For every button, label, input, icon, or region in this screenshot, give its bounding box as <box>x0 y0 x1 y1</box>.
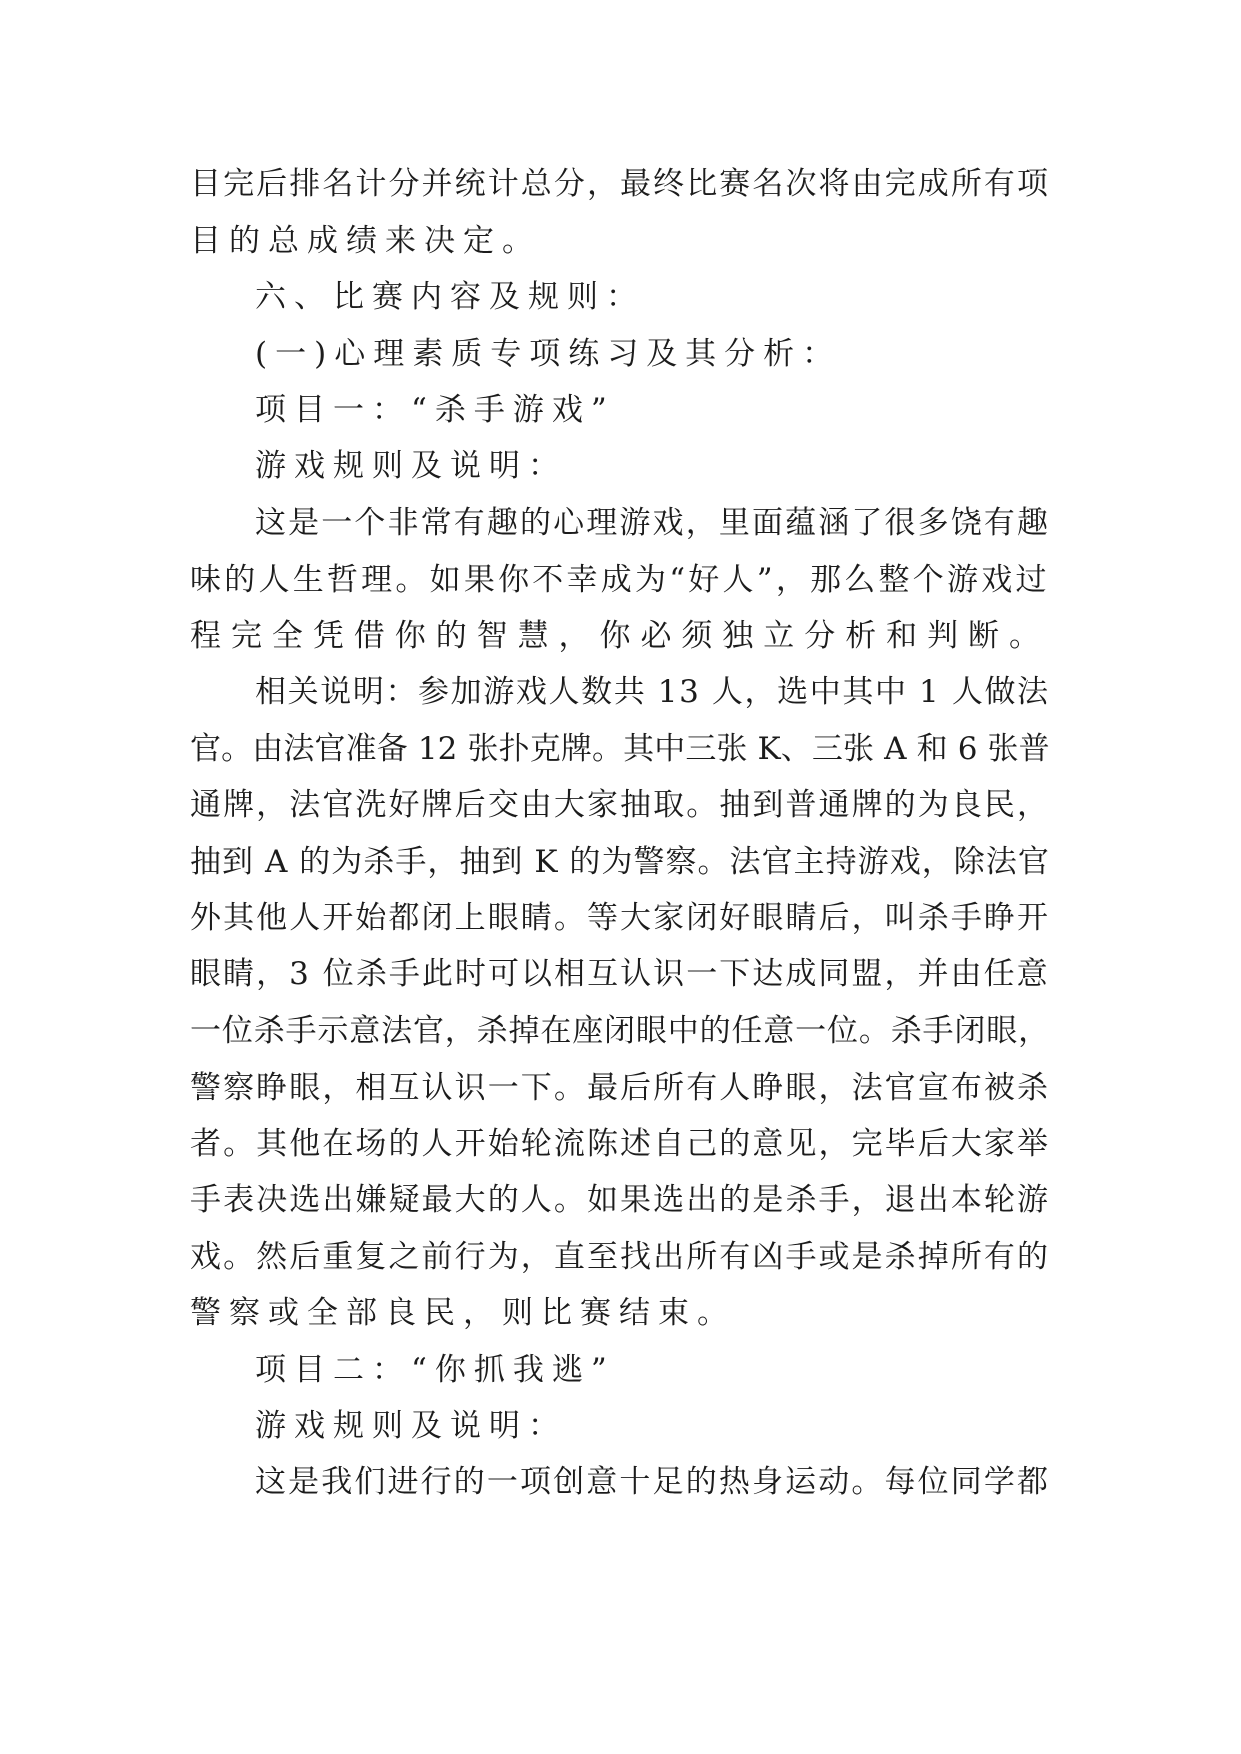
text-line: 这是我们进行的一项创意十足的热身运动。每位同学都 <box>255 1464 1051 1500</box>
item-heading: 项目二：“你抓我逃” <box>255 1352 615 1388</box>
text-line: 程完全凭借你的智慧，你必须独立分析和判断。 <box>190 618 1050 654</box>
text-line: 目完后排名计分并统计总分，最终比赛名次将由完成所有项 <box>190 166 1051 202</box>
section-heading: 六、比赛内容及规则： <box>255 279 645 315</box>
item-heading: 项目一：“杀手游戏” <box>255 392 615 428</box>
text-line: 警察或全部良民，则比赛结束。 <box>190 1295 736 1331</box>
text-line: 警察睁眼，相互认识一下。最后所有人睁眼，法官宣布被杀 <box>190 1070 1051 1106</box>
text-line: 一位杀手示意法官，杀掉在座闭眼中的任意一位。杀手闭眼， <box>190 1013 1050 1049</box>
text-line: 外其他人开始都闭上眼睛。等大家闭好眼睛后，叫杀手睁开 <box>190 900 1051 936</box>
text-line: 官。由法官准备 12 张扑克牌。其中三张 K、三张 A 和 6 张普 <box>190 731 1050 767</box>
text-line: 手表决选出嫌疑最大的人。如果选出的是杀手，退出本轮游 <box>190 1182 1051 1218</box>
subsection-heading: (一)心理素质专项练习及其分析： <box>255 336 842 372</box>
text-line: 者。其他在场的人开始轮流陈述自己的意见，完毕后大家举 <box>190 1126 1051 1162</box>
text-line: 目的总成绩来决定。 <box>190 223 541 259</box>
text-line: 眼睛，3 位杀手此时可以相互认识一下达成同盟，并由任意 <box>190 956 1050 992</box>
rules-heading: 游戏规则及说明： <box>255 448 567 484</box>
text-line: 这是一个非常有趣的心理游戏，里面蕴涵了很多饶有趣 <box>255 505 1051 541</box>
text-line: 味的人生哲理。如果你不幸成为“好人”，那么整个游戏过 <box>190 562 1050 598</box>
text-line: 抽到 A 的为杀手，抽到 K 的为警察。法官主持游戏，除法官 <box>190 844 1050 880</box>
rules-heading: 游戏规则及说明： <box>255 1408 567 1444</box>
text-line: 通牌，法官洗好牌后交由大家抽取。抽到普通牌的为良民， <box>190 787 1051 823</box>
text-line: 相关说明：参加游戏人数共 13 人，选中其中 1 人做法 <box>255 674 1050 710</box>
text-line: 戏。然后重复之前行为，直至找出所有凶手或是杀掉所有的 <box>190 1239 1051 1275</box>
